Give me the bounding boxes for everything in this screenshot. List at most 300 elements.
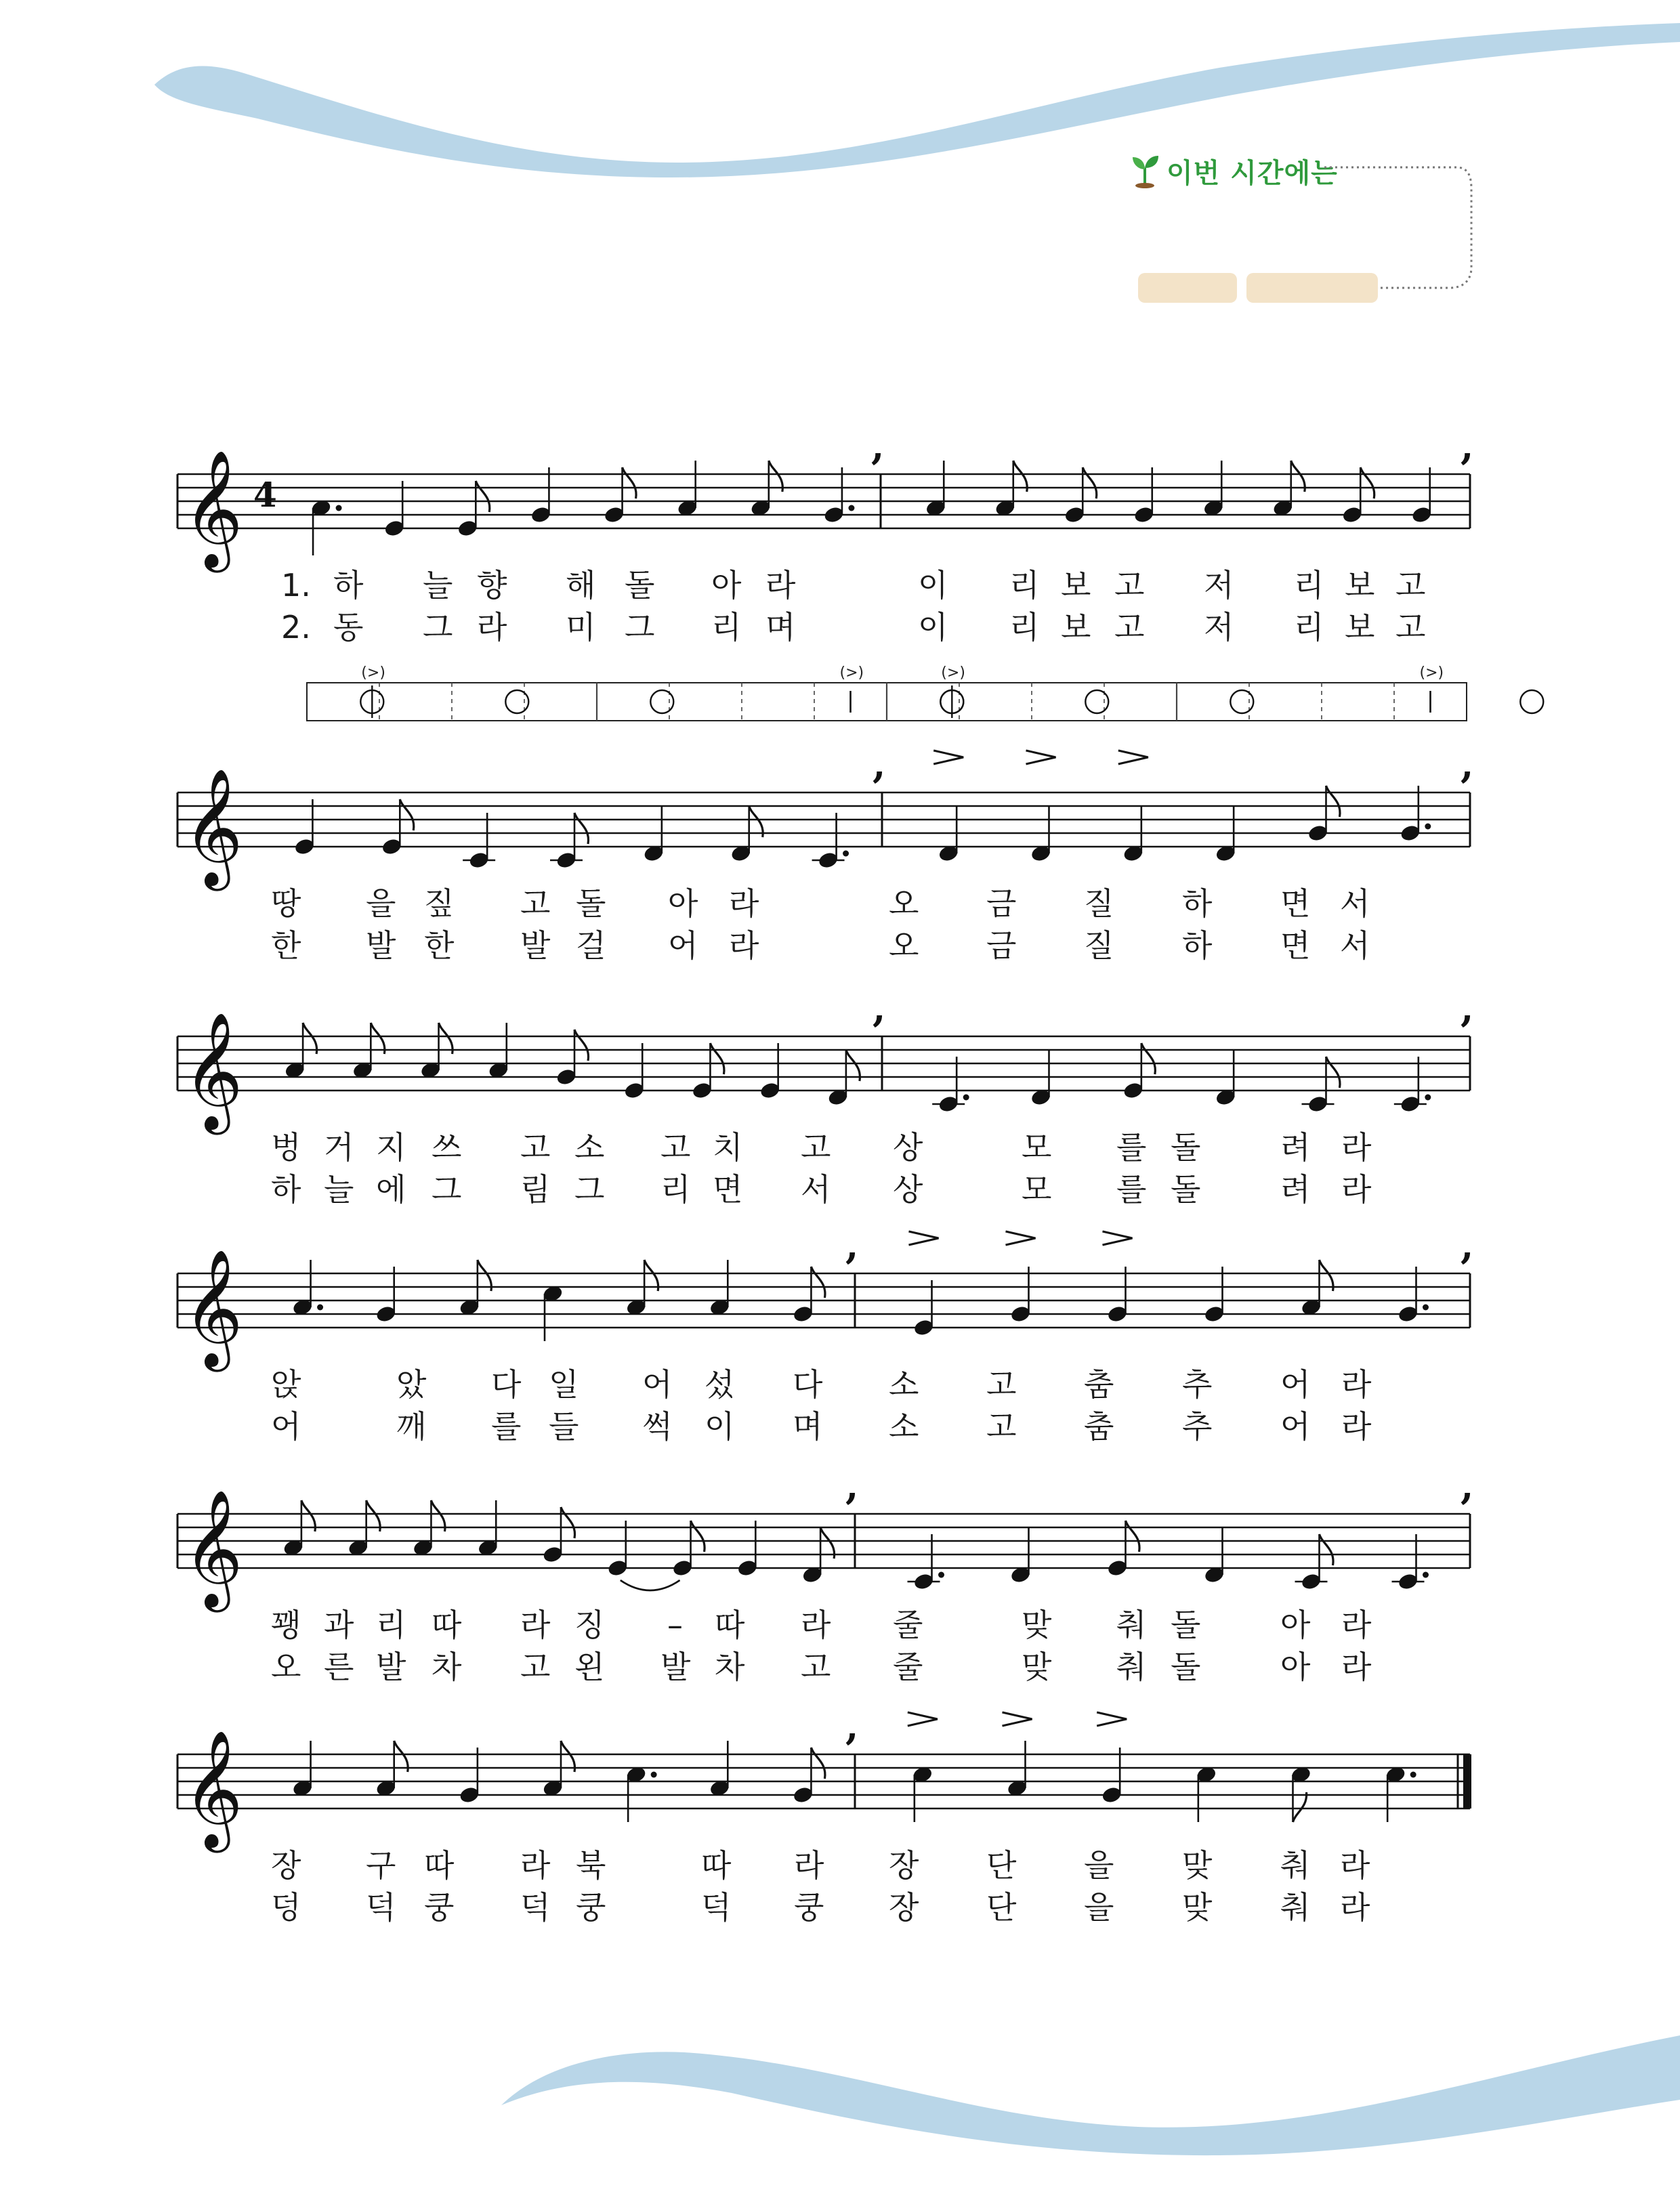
lyric-syllable: 고 (986, 1408, 1017, 1445)
note (291, 1260, 323, 1317)
lyric-syllable: 덕 (366, 1889, 396, 1926)
note-flag (574, 813, 589, 844)
note (908, 1534, 945, 1591)
note-flag (1126, 1521, 1140, 1552)
lyric-syllable: 리 (376, 1607, 406, 1643)
rhythm-symbol (1085, 690, 1108, 713)
lyric-syllable: 라 (520, 1607, 551, 1643)
lyric-syllable: 돌 (1171, 1129, 1201, 1166)
note (550, 813, 589, 870)
note (709, 1741, 730, 1798)
augmentation-dot (317, 1305, 323, 1311)
note (412, 1500, 445, 1557)
lyric-syllable: 줄 (893, 1649, 923, 1685)
augmentation-dot (651, 1772, 657, 1778)
note (812, 813, 849, 870)
lyric-syllable: 어 (1280, 1408, 1311, 1445)
note (750, 461, 783, 517)
lyric-syllable: 줄 (893, 1607, 923, 1643)
note (1302, 1057, 1341, 1114)
lyric-syllable: 을 (1084, 1889, 1114, 1926)
lyric-syllable: 늘 (324, 1171, 354, 1208)
lyric-syllable: 춰 (1116, 1607, 1147, 1643)
lyric-syllable: 라 (520, 1847, 551, 1884)
lyric-syllable: 차 (432, 1649, 462, 1685)
lyric-syllable: 라 (1341, 1129, 1372, 1166)
note-flag (1326, 786, 1341, 817)
note (827, 1050, 860, 1107)
lyric-syllable: 보 (1345, 567, 1375, 604)
lyric-syllable: 1. (281, 567, 311, 604)
lyric-syllable: 장 (889, 1889, 919, 1926)
lyric-syllable: 금 (986, 885, 1017, 922)
lyric-syllable: 며 (793, 1408, 823, 1445)
rhythm-symbol (940, 664, 965, 718)
lyric-syllable: 지 (376, 1129, 406, 1166)
note (348, 1500, 381, 1557)
lyric-syllable: 고 (520, 1129, 551, 1166)
note (1295, 1534, 1334, 1591)
lyric-syllable: 고 (1395, 567, 1426, 604)
lyric-syllable: 춤 (1084, 1366, 1114, 1403)
lyric-syllable: 리 (711, 609, 742, 646)
staff-system (177, 986, 1474, 1208)
note (1133, 467, 1155, 524)
lyric-syllable: 앉 (271, 1366, 301, 1403)
treble-clef: 𝄞 (183, 1012, 243, 1130)
lyric-syllable: 면 (1280, 885, 1311, 922)
lyric-syllable: 한 (271, 927, 301, 964)
lyric-syllable: 를 (1116, 1129, 1147, 1166)
note (792, 1748, 825, 1804)
note (1397, 1267, 1429, 1324)
lyric-syllable: 서 (1340, 927, 1370, 964)
rhythm-symbol (505, 690, 528, 713)
note (291, 1741, 313, 1798)
note-flag (1293, 1792, 1307, 1822)
lyric-syllable: 라 (794, 1847, 824, 1884)
lyric-syllable: 하 (333, 567, 364, 604)
lyric-syllable: 소 (574, 1129, 605, 1166)
note (383, 481, 405, 538)
note (1106, 1521, 1139, 1578)
lyric-syllable: 이 (918, 609, 948, 646)
lyric-syllable: 그 (432, 1171, 462, 1208)
lyric-syllable: 따 (432, 1607, 462, 1643)
breath-mark: , (873, 986, 886, 1031)
lyric-syllable: 하 (271, 1171, 301, 1208)
accent-mark (933, 750, 963, 764)
lyric-syllable: 덩 (271, 1889, 301, 1926)
note (671, 1521, 705, 1578)
lyric-syllable: 발 (376, 1649, 406, 1685)
augmentation-dot (1425, 1095, 1431, 1101)
note (1272, 461, 1305, 517)
note (736, 1521, 758, 1578)
lyric-syllable: 고 (1114, 609, 1145, 646)
lyric-syllable: 어 (271, 1408, 301, 1445)
lyric-syllable: 썩 (642, 1408, 673, 1445)
lyric-syllable: 아 (668, 885, 698, 922)
lyric-syllable: 쿵 (794, 1889, 824, 1926)
note (623, 1043, 645, 1100)
note (352, 1023, 385, 1080)
lyric-syllable: 을 (1084, 1847, 1114, 1884)
rhythm-symbol (1230, 690, 1253, 713)
lyric-syllable: 과 (324, 1607, 354, 1643)
rhythm-accent: (>) (361, 664, 385, 681)
lyric-syllable: 라 (477, 609, 507, 646)
lyric-syllable: 거 (324, 1129, 354, 1166)
breath-mark: , (1461, 742, 1474, 787)
lyric-syllable: 를 (1116, 1171, 1147, 1208)
lyric-syllable: 아 (1280, 1649, 1311, 1685)
staff-system (177, 424, 1543, 721)
lyric-syllable: 돌 (1171, 1649, 1201, 1685)
note (823, 467, 855, 524)
lyric-syllable: 모 (1022, 1129, 1052, 1166)
note (375, 1267, 397, 1324)
lyric-syllable: 한 (424, 927, 455, 964)
note (1203, 1527, 1225, 1584)
rhythm-symbol (1520, 690, 1543, 713)
breath-mark: , (845, 1464, 859, 1508)
lyric-syllable: – (667, 1607, 683, 1643)
lyric-syllable: 하 (1182, 885, 1213, 922)
lyric-syllable: 장 (271, 1847, 301, 1884)
rhythm-accent: (>) (941, 664, 965, 681)
lyric-syllable: 상 (893, 1171, 923, 1208)
lyric-syllable: 장 (889, 1847, 919, 1884)
augmentation-dot (848, 505, 854, 511)
lyric-syllable: 아 (1280, 1607, 1311, 1643)
augmentation-dot (1410, 1772, 1416, 1778)
accent-mark (1026, 750, 1056, 764)
note (1400, 786, 1431, 843)
note-flag (1360, 467, 1374, 499)
lyric-syllable: 구 (366, 1847, 396, 1884)
lyric-syllable: 쿵 (424, 1889, 455, 1926)
note (459, 1748, 480, 1804)
lyric-syllable: 맞 (1022, 1607, 1052, 1643)
lyric-syllable: 추 (1182, 1366, 1213, 1403)
lyric-syllable: 저 (1204, 609, 1234, 646)
note (1203, 1267, 1225, 1324)
lyric-syllable: 서 (1340, 885, 1370, 922)
time-signature: 4 (253, 475, 277, 515)
tie (621, 1580, 680, 1590)
note (932, 1057, 969, 1114)
lyric-syllable: 왼 (574, 1649, 605, 1685)
lyric-syllable: 향 (477, 567, 507, 604)
final-barline-thick (1463, 1754, 1471, 1808)
lyric-syllable: 징 (574, 1607, 605, 1643)
lyric-syllable: 오 (889, 885, 919, 922)
lyric-syllable: 을 (366, 885, 396, 922)
lyric-syllable: 덕 (701, 1889, 732, 1926)
lyric-syllable: 고 (801, 1129, 831, 1166)
lyric-syllable: 고 (520, 1649, 551, 1685)
lyric-syllable: 깨 (396, 1408, 427, 1445)
note (792, 1267, 825, 1324)
lyric-syllable: 하 (1182, 927, 1213, 964)
lyric-syllable: 일 (549, 1366, 579, 1403)
lyric-syllable: 춰 (1116, 1649, 1147, 1685)
lyric-syllable: 그 (423, 609, 453, 646)
lyric-syllable: 춤 (1084, 1408, 1114, 1445)
lyric-syllable: 라 (1341, 1607, 1372, 1643)
note (1392, 1534, 1429, 1591)
lyric-syllable: 따 (701, 1847, 732, 1884)
lyric-syllable: 고 (986, 1366, 1017, 1403)
staff-system (177, 1464, 1474, 1685)
lyric-syllable: 리 (1294, 609, 1324, 646)
lyric-syllable: 고 (520, 885, 551, 922)
lyric-syllable: 이 (918, 567, 948, 604)
note (1411, 467, 1433, 524)
note (284, 1023, 317, 1080)
lyric-syllable: 쿵 (576, 1889, 606, 1926)
lyric-syllable: 모 (1022, 1171, 1052, 1208)
note-flag (691, 1521, 705, 1552)
staff-system (177, 1704, 1471, 1926)
augmentation-dot (938, 1572, 944, 1578)
lyric-syllable: 해 (566, 567, 596, 604)
note-flag (811, 1267, 825, 1298)
lyric-syllable: 라 (765, 567, 796, 604)
note (477, 1500, 499, 1557)
note-flag (1326, 1057, 1341, 1088)
lyric-syllable: 단 (986, 1889, 1017, 1926)
lyric-syllable: 어 (1280, 1366, 1311, 1403)
note-flag (561, 1507, 575, 1538)
note (459, 1260, 492, 1317)
lyric-syllable: 려 (1280, 1129, 1311, 1166)
lyric-syllable: 림 (520, 1171, 551, 1208)
note (1215, 806, 1236, 863)
lyric-syllable: 상 (893, 1129, 923, 1166)
note (1196, 1765, 1217, 1822)
treble-clef: 𝄞 (183, 1249, 243, 1367)
lyric-syllable: 치 (713, 1129, 743, 1166)
lyric-syllable: 맞 (1182, 1889, 1213, 1926)
augmentation-dot (1425, 824, 1431, 830)
lyric-syllable: 라 (1341, 1171, 1372, 1208)
lyric-syllable: 리 (1009, 609, 1040, 646)
accent-mark (909, 1231, 939, 1245)
note (759, 1043, 781, 1100)
lyric-syllable: 질 (1084, 927, 1114, 964)
note (603, 467, 636, 524)
lyric-syllable: 라 (1340, 1847, 1370, 1884)
note-flag (1320, 1534, 1334, 1565)
breath-mark: , (871, 424, 885, 469)
note (1103, 1231, 1133, 1324)
lyric-syllable: 꽹 (271, 1607, 301, 1643)
lyric-syllable: 리 (1294, 567, 1324, 604)
note (1290, 1765, 1311, 1822)
lyric-syllable: 라 (1341, 1366, 1372, 1403)
note-flag (574, 1030, 589, 1061)
lyric-syllable: 덕 (520, 1889, 551, 1926)
lyric-syllable: 리 (660, 1171, 691, 1208)
note (709, 1260, 730, 1317)
lyric-syllable: 맞 (1182, 1847, 1213, 1884)
accent-mark (1097, 1712, 1127, 1726)
note (1215, 1050, 1236, 1107)
lyric-syllable: 2. (281, 609, 311, 646)
lyric-syllable: 그 (574, 1171, 605, 1208)
lyric-syllable: 돌 (1171, 1607, 1201, 1643)
lyric-syllable: 다 (793, 1366, 823, 1403)
note (909, 1231, 939, 1337)
note (607, 1521, 680, 1590)
breath-mark: , (873, 742, 886, 787)
note (994, 461, 1028, 517)
lyric-syllable: 려 (1280, 1171, 1311, 1208)
lyric-syllable: 돌 (1171, 1171, 1201, 1208)
note (625, 1765, 657, 1822)
note (282, 1500, 316, 1557)
lyric-syllable: 라 (1341, 1649, 1372, 1685)
lyric-syllable: 저 (1204, 567, 1234, 604)
lyric-syllable: 그 (625, 609, 655, 646)
lyric-syllable: 른 (324, 1649, 354, 1685)
note (625, 1260, 658, 1317)
lyric-syllable: 땅 (271, 885, 301, 922)
lyric-syllable: 걸 (576, 927, 606, 964)
note-flag (623, 467, 637, 499)
lyric-syllable: 서 (801, 1171, 831, 1208)
note (1122, 1043, 1156, 1100)
note (643, 806, 665, 863)
lyric-syllable: 따 (424, 1847, 455, 1884)
lyric-syllable: 따 (715, 1607, 745, 1643)
note-flag (476, 481, 490, 512)
staff-system (177, 742, 1474, 964)
lyric-syllable: 오 (889, 927, 919, 964)
lyric-syllable: 발 (366, 927, 396, 964)
breath-mark: , (1461, 1223, 1474, 1268)
lyric-syllable: 를 (491, 1408, 522, 1445)
staff-system (177, 1223, 1474, 1445)
lyric-syllable: 라 (801, 1607, 831, 1643)
note (1341, 467, 1374, 524)
rhythm-circle (1520, 690, 1543, 713)
rhythm-accent: (>) (839, 664, 864, 681)
note (310, 499, 342, 555)
lyric-syllable: 오 (271, 1649, 301, 1685)
lyric-syllable: 고 (1395, 609, 1426, 646)
lyric-syllable: 고 (801, 1649, 831, 1685)
note (691, 1043, 724, 1100)
lyric-syllable: 돌 (576, 885, 606, 922)
lyric-syllable: 소 (889, 1366, 919, 1403)
lyric-syllable: 질 (1084, 885, 1114, 922)
breath-mark: , (1461, 986, 1474, 1031)
lyric-syllable: 금 (986, 927, 1017, 964)
lyric-syllable: 라 (1340, 1889, 1370, 1926)
lyric-syllable: 보 (1061, 567, 1091, 604)
lyric-syllable: 라 (1341, 1408, 1372, 1445)
augmentation-dot (1423, 1572, 1429, 1578)
note (1394, 1057, 1431, 1114)
note (1307, 786, 1340, 843)
note (730, 806, 763, 863)
note (1202, 461, 1224, 517)
lyric-syllable: 춰 (1280, 1847, 1311, 1884)
lyric-syllable: 면 (713, 1171, 743, 1208)
lyric-syllable: 며 (765, 609, 796, 646)
lyric-syllable: 들 (549, 1408, 579, 1445)
rhythm-circle (1085, 690, 1108, 713)
lyric-syllable: 리 (1009, 567, 1040, 604)
note (925, 461, 946, 517)
note (293, 799, 315, 856)
augmentation-dot (963, 1095, 969, 1101)
breath-mark: , (845, 1223, 859, 1268)
augmentation-dot (336, 505, 342, 511)
accent-mark (1103, 1231, 1133, 1245)
lyric-syllable: 단 (986, 1847, 1017, 1884)
lyric-syllable: 라 (729, 927, 759, 964)
lyric-syllable: 맞 (1022, 1649, 1052, 1685)
lyric-syllable: 아 (711, 567, 742, 604)
rhythm-symbol (1420, 664, 1444, 713)
rhythm-symbol (650, 690, 673, 713)
lyric-syllable: 보 (1061, 609, 1091, 646)
lyric-syllable: 쓰 (432, 1129, 462, 1166)
note (1030, 1050, 1051, 1107)
breath-mark: , (1461, 1464, 1474, 1508)
lyric-syllable: 동 (333, 609, 364, 646)
note-flag (1083, 467, 1097, 499)
lyric-syllable: 춰 (1280, 1889, 1311, 1926)
note (1300, 1260, 1333, 1317)
treble-clef: 𝄞 (183, 450, 243, 568)
lyric-syllable: 돌 (625, 567, 655, 604)
lyric-syllable: 소 (889, 1408, 919, 1445)
note-flag (400, 799, 414, 830)
lyric-syllable: 았 (396, 1366, 427, 1403)
accent-mark (1006, 1231, 1036, 1245)
rhythm-symbol (360, 664, 385, 718)
note (1009, 1527, 1031, 1584)
lyric-syllable: 벙 (271, 1129, 301, 1166)
rhythm-circle (1230, 690, 1253, 713)
rhythm-circle (650, 690, 673, 713)
lyric-syllable: 면 (1280, 927, 1311, 964)
lyric-syllable: 섰 (705, 1366, 735, 1403)
lyric-syllable: 북 (576, 1847, 606, 1884)
augmentation-dot (1423, 1305, 1429, 1311)
lyric-syllable: 어 (642, 1366, 673, 1403)
lyric-syllable: 발 (520, 927, 551, 964)
lyric-syllable: 다 (491, 1366, 522, 1403)
accent-mark (1118, 750, 1148, 764)
lyric-syllable: 이 (705, 1408, 735, 1445)
note-flag (1141, 1043, 1156, 1074)
note (419, 1023, 453, 1080)
note (463, 813, 495, 870)
lesson-tag-label: 이번 시간에는 (1167, 157, 1338, 189)
note (542, 1507, 575, 1564)
note (1097, 1712, 1127, 1804)
lyric-syllable: 고 (660, 1129, 691, 1166)
accent-mark (908, 1712, 938, 1726)
note (375, 1741, 408, 1798)
lyric-syllable: 어 (668, 927, 698, 964)
